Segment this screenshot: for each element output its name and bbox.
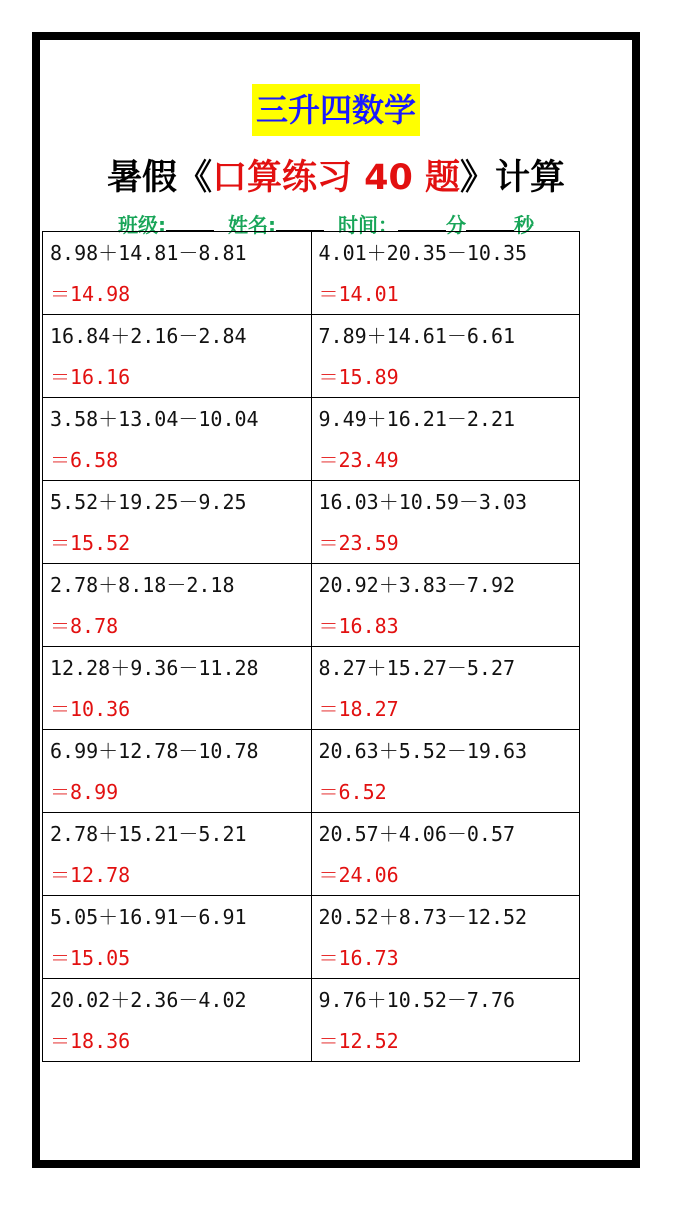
table-row [43,896,580,979]
problem-answer: ＝23.49 [318,448,399,472]
problem-cell [311,398,580,481]
problem-expression: 6.99＋12.78－10.78 [50,739,259,763]
problem-expression: 5.52＋19.25－9.25 [50,490,247,514]
problem-answer: ＝18.36 [50,1029,131,1053]
problem-table [42,231,580,1062]
time-label: 时间： [338,213,398,237]
name-blank[interactable] [276,212,324,232]
class-blank[interactable] [166,212,214,232]
problem-cell [43,813,312,896]
problem-cell [311,896,580,979]
problem-answer: ＝14.01 [318,282,399,306]
table-row [43,232,580,315]
problem-cell [43,315,312,398]
table-row [43,481,580,564]
table-row [43,398,580,481]
problem-expression: 4.01＋20.35－10.35 [318,241,528,265]
minute-blank[interactable] [398,212,446,232]
table-row [43,979,580,1062]
table-row [43,647,580,730]
problem-answer: ＝10.36 [50,697,131,721]
problem-cell [43,647,312,730]
subtitle-suffix: 》计算 [460,158,566,198]
problem-answer: ＝8.78 [50,614,119,638]
table-row [43,564,580,647]
problem-cell [311,564,580,647]
class-label: 班级: [118,213,166,237]
problem-expression: 9.49＋16.21－2.21 [318,407,516,431]
problem-cell [43,730,312,813]
problem-cell [311,647,580,730]
problem-expression: 5.05＋16.91－6.91 [50,905,247,929]
problem-answer: ＝12.52 [318,1029,399,1053]
problem-answer: ＝6.52 [318,780,387,804]
problem-cell [43,481,312,564]
problem-cell [311,730,580,813]
problem-expression: 7.89＋14.61－6.61 [318,324,516,348]
subtitle-highlight: 口算练习 40 题 [211,158,461,198]
problem-expression: 20.92＋3.83－7.92 [318,573,516,597]
problem-expression: 16.03＋10.59－3.03 [318,490,528,514]
name-label: 姓名: [228,213,276,237]
problem-expression: 8.98＋14.81－8.81 [50,241,247,265]
problem-cell [43,232,312,315]
problem-answer: ＝15.89 [318,365,399,389]
problem-answer: ＝15.52 [50,531,131,555]
problem-cell [43,564,312,647]
problem-answer: ＝23.59 [318,531,399,555]
worksheet-title: 三升四数学 [252,84,420,136]
problem-cell [311,813,580,896]
problem-cell [311,979,580,1062]
problem-cell [311,232,580,315]
table-row [43,813,580,896]
second-blank[interactable] [466,212,514,232]
problem-answer: ＝12.78 [50,863,131,887]
problem-answer: ＝15.05 [50,946,131,970]
problem-expression: 2.78＋15.21－5.21 [50,822,247,846]
second-label: 秒 [514,213,534,237]
problem-expression: 3.58＋13.04－10.04 [50,407,259,431]
title-wrap [40,84,632,136]
problem-expression: 9.76＋10.52－7.76 [318,988,516,1012]
problem-answer: ＝8.99 [50,780,119,804]
problem-expression: 12.28＋9.36－11.28 [50,656,259,680]
worksheet-subtitle [40,154,632,202]
table-row [43,730,580,813]
table-row [43,315,580,398]
problem-answer: ＝14.98 [50,282,131,306]
problem-answer: ＝16.16 [50,365,131,389]
problem-expression: 20.57＋4.06－0.57 [318,822,516,846]
problem-answer: ＝24.06 [318,863,399,887]
problem-expression: 16.84＋2.16－2.84 [50,324,247,348]
minute-label: 分 [446,213,466,237]
problem-answer: ＝18.27 [318,697,399,721]
problem-cell [311,481,580,564]
problem-expression: 20.52＋8.73－12.52 [318,905,528,929]
problem-answer: ＝16.83 [318,614,399,638]
problem-cell [43,979,312,1062]
problem-answer: ＝16.73 [318,946,399,970]
subtitle-prefix: 暑假《 [106,158,212,198]
problem-expression: 8.27＋15.27－5.27 [318,656,516,680]
problem-expression: 20.63＋5.52－19.63 [318,739,528,763]
problem-cell [311,315,580,398]
problem-answer: ＝6.58 [50,448,119,472]
problem-expression: 2.78＋8.18－2.18 [50,573,235,597]
problem-expression: 20.02＋2.36－4.02 [50,988,247,1012]
problem-cell [43,398,312,481]
problem-cell [43,896,312,979]
